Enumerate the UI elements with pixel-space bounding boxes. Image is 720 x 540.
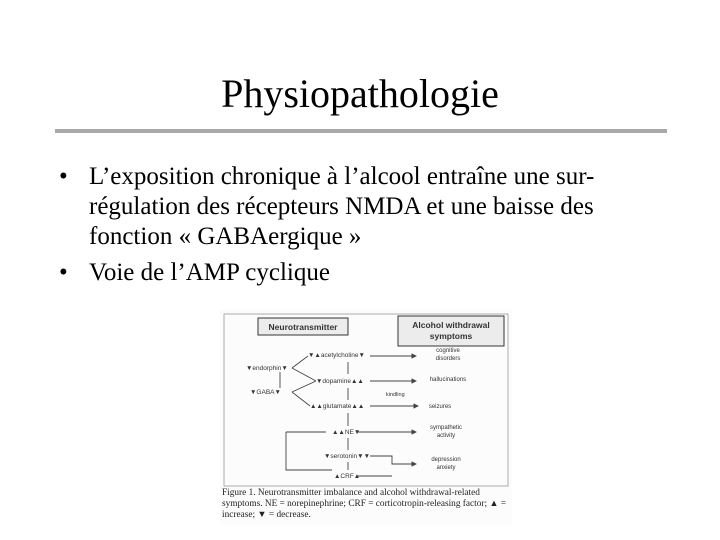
label-acetylcholine: ▼▲acetylcholine▼ [308,352,365,359]
bullet-list [55,162,675,294]
symptom-cognitive-1: cognitive [436,348,460,354]
figure-diagram [220,310,512,488]
title-divider [55,129,667,133]
header-symptoms-line1: Alcohol withdrawal [412,320,490,330]
bullet-text: Voie de l’AMP cyclique [89,259,330,286]
bullet-marker: • [59,163,68,190]
bullet-item-amp [55,258,675,288]
symptom-seizures: seizures [428,404,452,410]
symptom-sympathetic-1: sympathetic [429,425,463,431]
header-symptoms-line2: symptoms [429,331,473,341]
symptom-depression-1: depression [431,457,461,463]
label-kindling: kindling [386,392,405,398]
symptom-sympathetic-2: activity [436,433,456,439]
bullet-marker: • [59,259,68,286]
slide-title: Physiopathologie [221,71,499,116]
bullet-text: L’exposition chronique à l’alcool entraîne une sur-régulation des récepteurs NMDA et une baisse des fonction « GABAergique » [89,163,595,250]
neurotransmitter-figure [220,310,512,525]
symptom-depression-2: anxiety [436,465,456,471]
label-crf: ▲CRF▲ [334,473,361,480]
header-neurotransmitter: Neurotransmitter [268,322,338,332]
label-glutamate: ▲▲glutamate▲▲ [310,403,365,410]
label-dopamine: ▼dopamine▲▲ [316,378,364,385]
label-serotonin: ▼serotonin▼▼ [324,453,371,460]
label-endorphin: ▼endorphin▼ [246,365,288,372]
label-gaba: ▼GABA▼ [250,389,281,396]
symptom-hallucinations: hallucinations [429,377,467,383]
bullet-item-nmda [55,162,675,252]
label-ne: ▲▲NE▼ [332,429,361,436]
symptom-cognitive-2: disorders [435,356,461,362]
figure-caption: Figure 1. Neurotransmitter imbalance and alcohol withdrawal-related symptoms. NE = norepinephrine; CRF = corticotropin-releasing factor; ▲ = increase; ▼ = decrease. [222,488,507,520]
